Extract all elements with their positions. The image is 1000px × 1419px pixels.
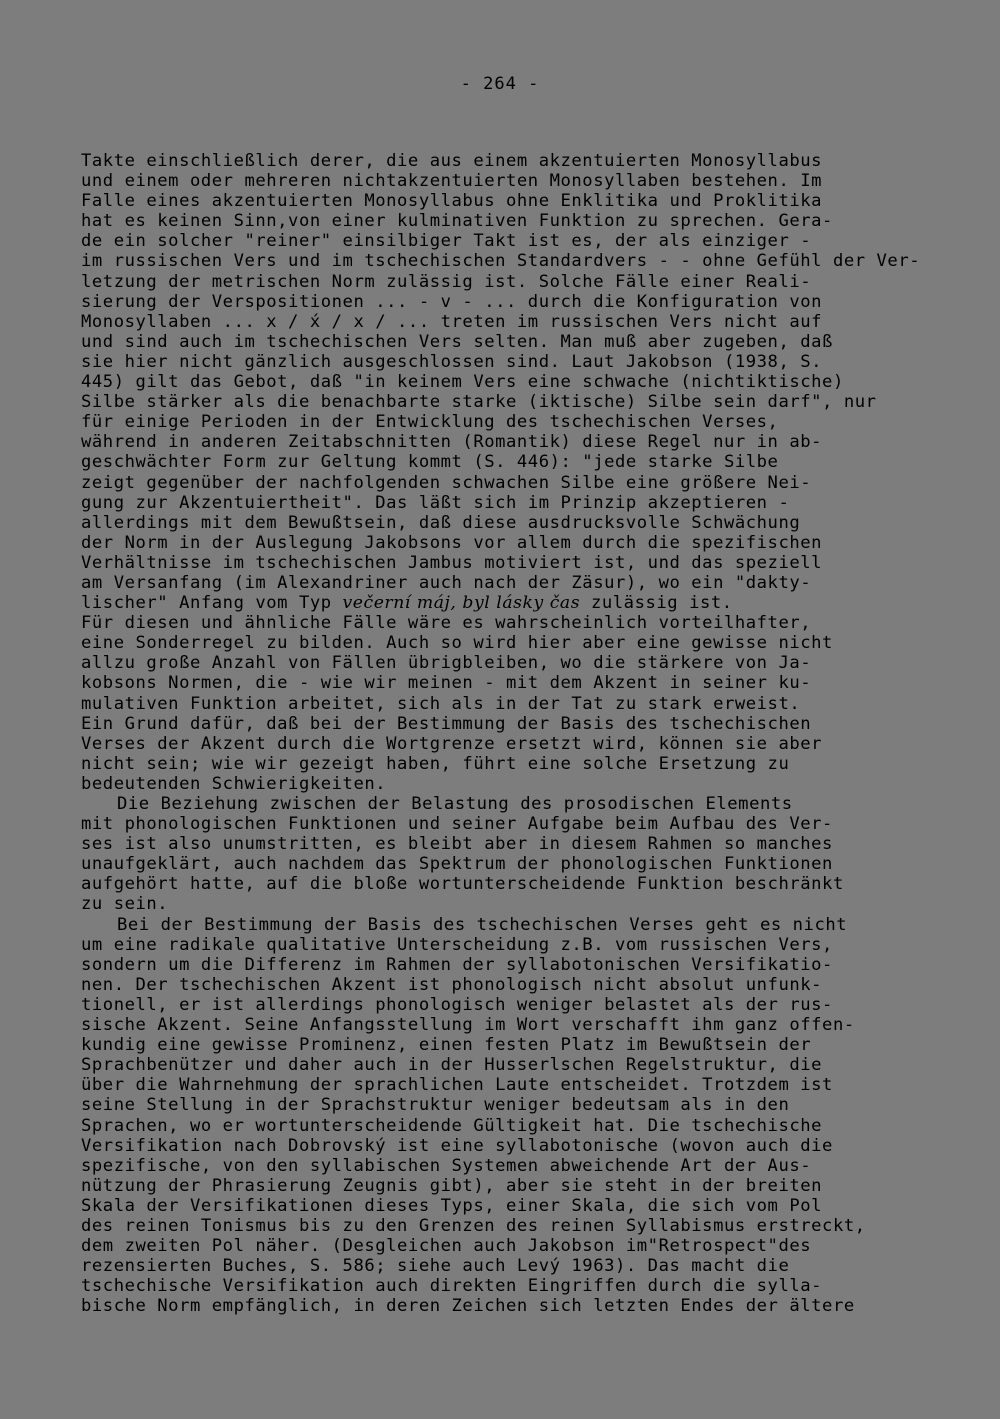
text-line: gung zur Akzentuiertheit". Das läßt sich im Prinzip akzeptieren - <box>81 492 790 513</box>
text-line: Bei der Bestimmung der Basis des tschechischen Verses geht es nicht <box>117 914 848 935</box>
text-line: und einem oder mehreren nichtakzentuierten Monosyllaben bestehen. Im <box>81 171 823 192</box>
text-line: des reinen Tonismus bis zu den Grenzen des reinen Syllabismus erstreckt, <box>81 1215 866 1236</box>
text-line: Falle eines akzentuierten Monosyllabus ohne Enklitika und Proklitika <box>81 191 823 212</box>
text-line: mit phonologischen Funktionen und seiner Aufgabe beim Aufbau des Ver- <box>81 814 833 835</box>
text-line: unaufgeklärt, auch nachdem das Spektrum der phonologischen Funktionen <box>81 854 833 875</box>
text-line: im russischen Vers und im tschechischen Standardvers - - ohne Gefühl der Ver- <box>81 251 921 272</box>
text-line: allerdings mit dem Bewußtsein, daß diese ausdrucksvolle Schwächung <box>81 512 801 533</box>
text-line: zeigt gegenüber der nachfolgenden schwachen Silbe eine größere Nei- <box>81 472 812 493</box>
italic-quote: večerní máj, byl lásky čas <box>342 593 581 614</box>
text-line: nicht sein; wie wir gezeigt haben, führt eine solche Ersetzung zu <box>81 753 790 774</box>
text-line: Sprachbenützer und daher auch in der Husserlschen Regelstruktur, die <box>81 1055 823 1076</box>
text-line: Die Beziehung zwischen der Belastung des prosodischen Elements <box>117 794 793 814</box>
text-line: um eine radikale qualitative Unterscheidung z.B. vom russischen Vers, <box>81 934 833 955</box>
page-number: - 264 - <box>460 74 540 94</box>
text-line: Silbe stärker als die benachbarte starke (iktische) Silbe sein darf", nur <box>81 392 877 413</box>
text-line: kobsons Normen, die - wie wir meinen - mit dem Akzent in seiner ku- <box>81 673 812 694</box>
text-line: sische Akzent. Seine Anfangsstellung im Wort verschafft ihm ganz offen- <box>81 1015 855 1036</box>
text-line: bedeutenden Schwierigkeiten. <box>81 773 387 794</box>
text-line: mulativen Funktion arbeitet, sich als in der Tat zu stark erweist. <box>81 693 801 714</box>
text-line: dem zweiten Pol näher. (Desgleichen auch Jakobson im"Retrospect"des <box>81 1236 812 1257</box>
text-line: nützung der Phrasierung Zeugnis gibt), aber sie steht in der breiten <box>81 1175 823 1196</box>
text-line: zu sein. <box>81 894 169 915</box>
text-line: seine Stellung in der Sprachstruktur weniger bedeutsam als in den <box>81 1095 790 1116</box>
text-line: für einige Perioden in der Entwicklung des tschechischen Verses, <box>81 412 779 433</box>
text-line: hat es keinen Sinn,von einer kulminativen Funktion zu sprechen. Gera- <box>81 211 833 232</box>
text-line: Versifikation nach Dobrovský ist eine syllabotonische (wovon auch die <box>81 1135 833 1156</box>
text-line: sondern um die Differenz im Rahmen der syllabotonischen Versifikatio- <box>81 954 833 975</box>
text-line: am Versanfang (im Alexandriner auch nach der Zäsur), wo ein "dakty- <box>81 572 812 593</box>
text-line: ses ist also unumstritten, es bleibt aber in diesem Rahmen so manches <box>81 834 833 855</box>
text-line: Für diesen und ähnliche Fälle wäre es wahrscheinlich vorteilhafter, <box>81 613 812 634</box>
text-line: Ein Grund dafür, daß bei der Bestimmung der Basis des tschechischen <box>81 713 812 734</box>
text-line: und sind auch im tschechischen Vers selten. Man muß aber zugeben, daß <box>81 331 833 352</box>
text-line: kundig eine gewisse Prominenz, einen festen Platz im Bewußtsein der <box>81 1035 812 1056</box>
text-line: de ein solcher "reiner" einsilbiger Takt ist es, der als einziger - <box>81 231 812 252</box>
text-line: tionell, er ist allerdings phonologisch weniger belastet als der rus- <box>81 994 833 1015</box>
text-line: der Norm in der Auslegung Jakobsons vor allem durch die spezifischen <box>81 532 823 553</box>
text-line: Monosyllaben ... x / x́ / x / ... treten im russischen Vers nicht auf <box>81 311 823 332</box>
text-line <box>81 593 941 613</box>
text-segment: zulässig ist. <box>580 593 733 614</box>
text-line: rezensierten Buches, S. 586; siehe auch Levý 1963). Das macht die <box>81 1256 790 1277</box>
text-line: Verhältnisse im tschechischen Jambus motiviert ist, und das speziell <box>81 552 823 573</box>
text-line: geschwächter Form zur Geltung kommt (S. 446): "jede starke Silbe <box>81 452 779 473</box>
text-line: Sprachen, wo er wortunterscheidende Gültigkeit hat. Die tschechische <box>81 1115 823 1136</box>
text-line: spezifische, von den syllabischen Systemen abweichende Art der Aus- <box>81 1155 812 1176</box>
text-line: tschechische Versifikation auch direkten Eingriffen durch die sylla- <box>81 1276 823 1297</box>
text-line: Skala der Versifikationen dieses Typs, einer Skala, die sich vom Pol <box>81 1195 823 1216</box>
text-line: aufgehört hatte, auf die bloße wortunterscheidende Funktion beschränkt <box>81 874 844 895</box>
text-line: nen. Der tschechischen Akzent ist phonologisch nicht absolut unfunk- <box>81 974 823 995</box>
text-line: eine Sonderregel zu bilden. Auch so wird hier aber eine gewisse nicht <box>81 633 833 654</box>
text-line: allzu große Anzahl von Fällen übrigbleiben, wo die stärkere von Ja- <box>81 653 812 674</box>
text-line: während in anderen Zeitabschnitten (Romantik) diese Regel nur in ab- <box>81 432 823 453</box>
text-line: sierung der Verspositionen ... - v - ... durch die Konfiguration von <box>81 291 823 312</box>
text-line: über die Wahrnehmung der sprachlichen Laute entscheidet. Trotzdem ist <box>81 1075 833 1096</box>
text-line: letzung der metrischen Norm zulässig ist. Solche Fälle einer Reali- <box>81 271 812 292</box>
text-segment: lischer" Anfang vom Typ <box>81 593 343 614</box>
text-line: Verses der Akzent durch die Wortgrenze ersetzt wird, können sie aber <box>81 733 823 754</box>
body-text <box>81 151 941 1316</box>
text-line: Takte einschließlich derer, die aus einem akzentuierten Monosyllabus <box>81 151 823 171</box>
text-line: bische Norm empfänglich, in deren Zeichen sich letzten Endes der ältere <box>81 1296 855 1317</box>
text-line: sie hier nicht gänzlich ausgeschlossen sind. Laut Jakobson (1938, S. <box>81 351 823 372</box>
text-line: 445) gilt das Gebot, daß "in keinem Vers eine schwache (nichtiktische) <box>81 372 844 393</box>
